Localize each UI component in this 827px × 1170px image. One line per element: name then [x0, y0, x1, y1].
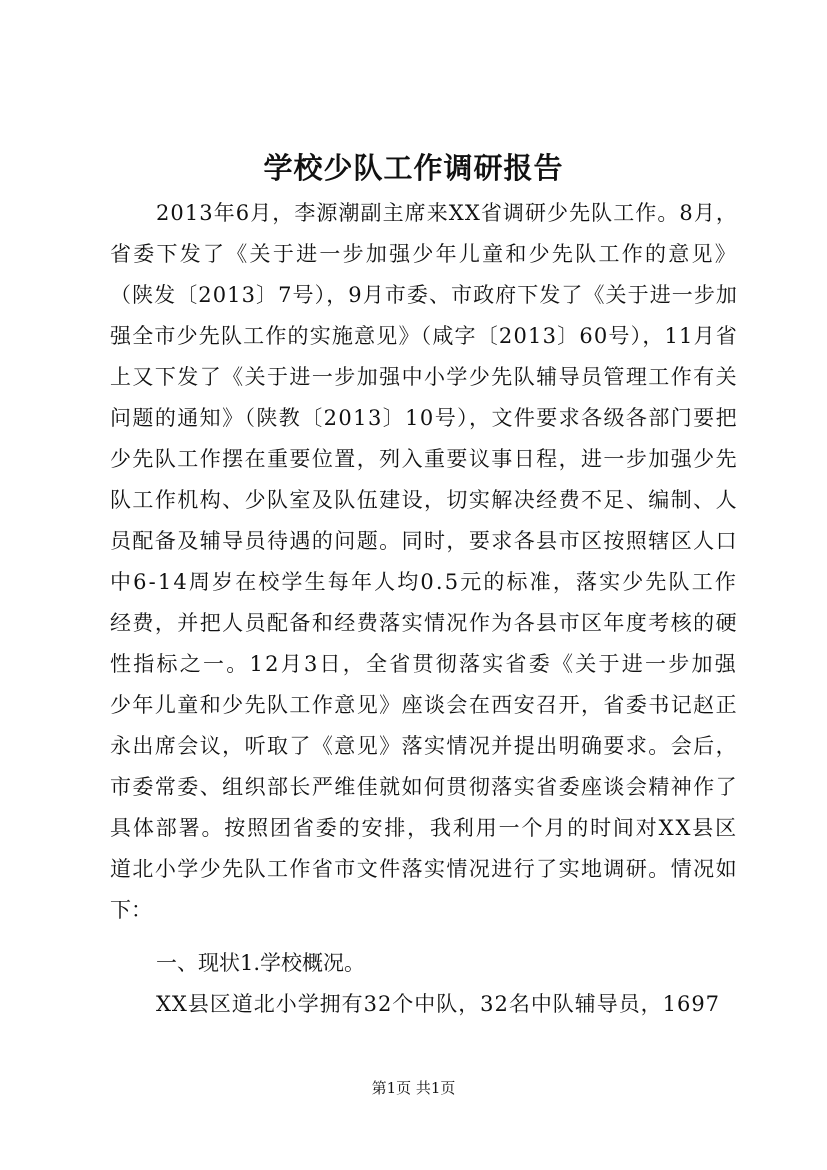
page-footer: 第1页 共1页 — [371, 1079, 456, 1097]
paragraph-line: 市委常委、组织部长严维佳就如何贯彻落实省委座谈会精神作了 — [110, 775, 738, 799]
paragraph-line: 省委下发了《关于进一步加强少年儿童和少先队工作的意见》 — [110, 242, 738, 266]
paragraph-line: 性指标之一。12月3日，全省贯彻落实省委《关于进一步加强 — [110, 652, 738, 676]
section-heading: 一、现状1.学校概况。 — [156, 951, 366, 975]
paragraph-line: 少先队工作摆在重要位置，列入重要议事日程，进一步加强少先 — [110, 447, 738, 471]
paragraph-line: 队工作机构、少队室及队伍建设，切实解决经费不足、编制、人 — [110, 488, 738, 512]
paragraph-line: 上又下发了《关于进一步加强中小学少先队辅导员管理工作有关 — [110, 365, 738, 389]
paragraph-line: 道北小学少先队工作省市文件落实情况进行了实地调研。情况如 — [110, 857, 738, 881]
paragraph-line: 员配备及辅导员待遇的问题。同时，要求各县市区按照辖区人口 — [110, 529, 738, 553]
paragraph-line: 中6-14周岁在校学生每年人均0.5元的标准，落实少先队工作 — [110, 570, 738, 594]
paragraph-line: 下： — [110, 898, 152, 922]
paragraph-line: 永出席会议，听取了《意见》落实情况并提出明确要求。会后， — [110, 734, 738, 758]
paragraph-line: 具体部署。按照团省委的安排，我利用一个月的时间对XX县区 — [110, 816, 738, 840]
paragraph-line: 强全市少先队工作的实施意见》（咸字〔2013〕60号），11月省 — [110, 324, 738, 348]
paragraph-line: 经费，并把人员配备和经费落实情况作为各县市区年度考核的硬 — [110, 611, 738, 635]
paragraph-line: 问题的通知》（陕教〔2013〕10号），文件要求各级各部门要把 — [110, 406, 738, 430]
paragraph-line: 2013年6月，李源潮副主席来XX省调研少先队工作。8月， — [156, 201, 738, 225]
paragraph-line: （陕发〔2013〕7号），9月市委、市政府下发了《关于进一步加 — [110, 283, 738, 307]
paragraph-line: 少年儿童和少先队工作意见》座谈会在西安召开，省委书记赵正 — [110, 693, 738, 717]
paragraph-line: XX县区道北小学拥有32个中队，32名中队辅导员，1697 — [156, 992, 720, 1016]
document-title: 学校少队工作调研报告 — [263, 151, 564, 185]
